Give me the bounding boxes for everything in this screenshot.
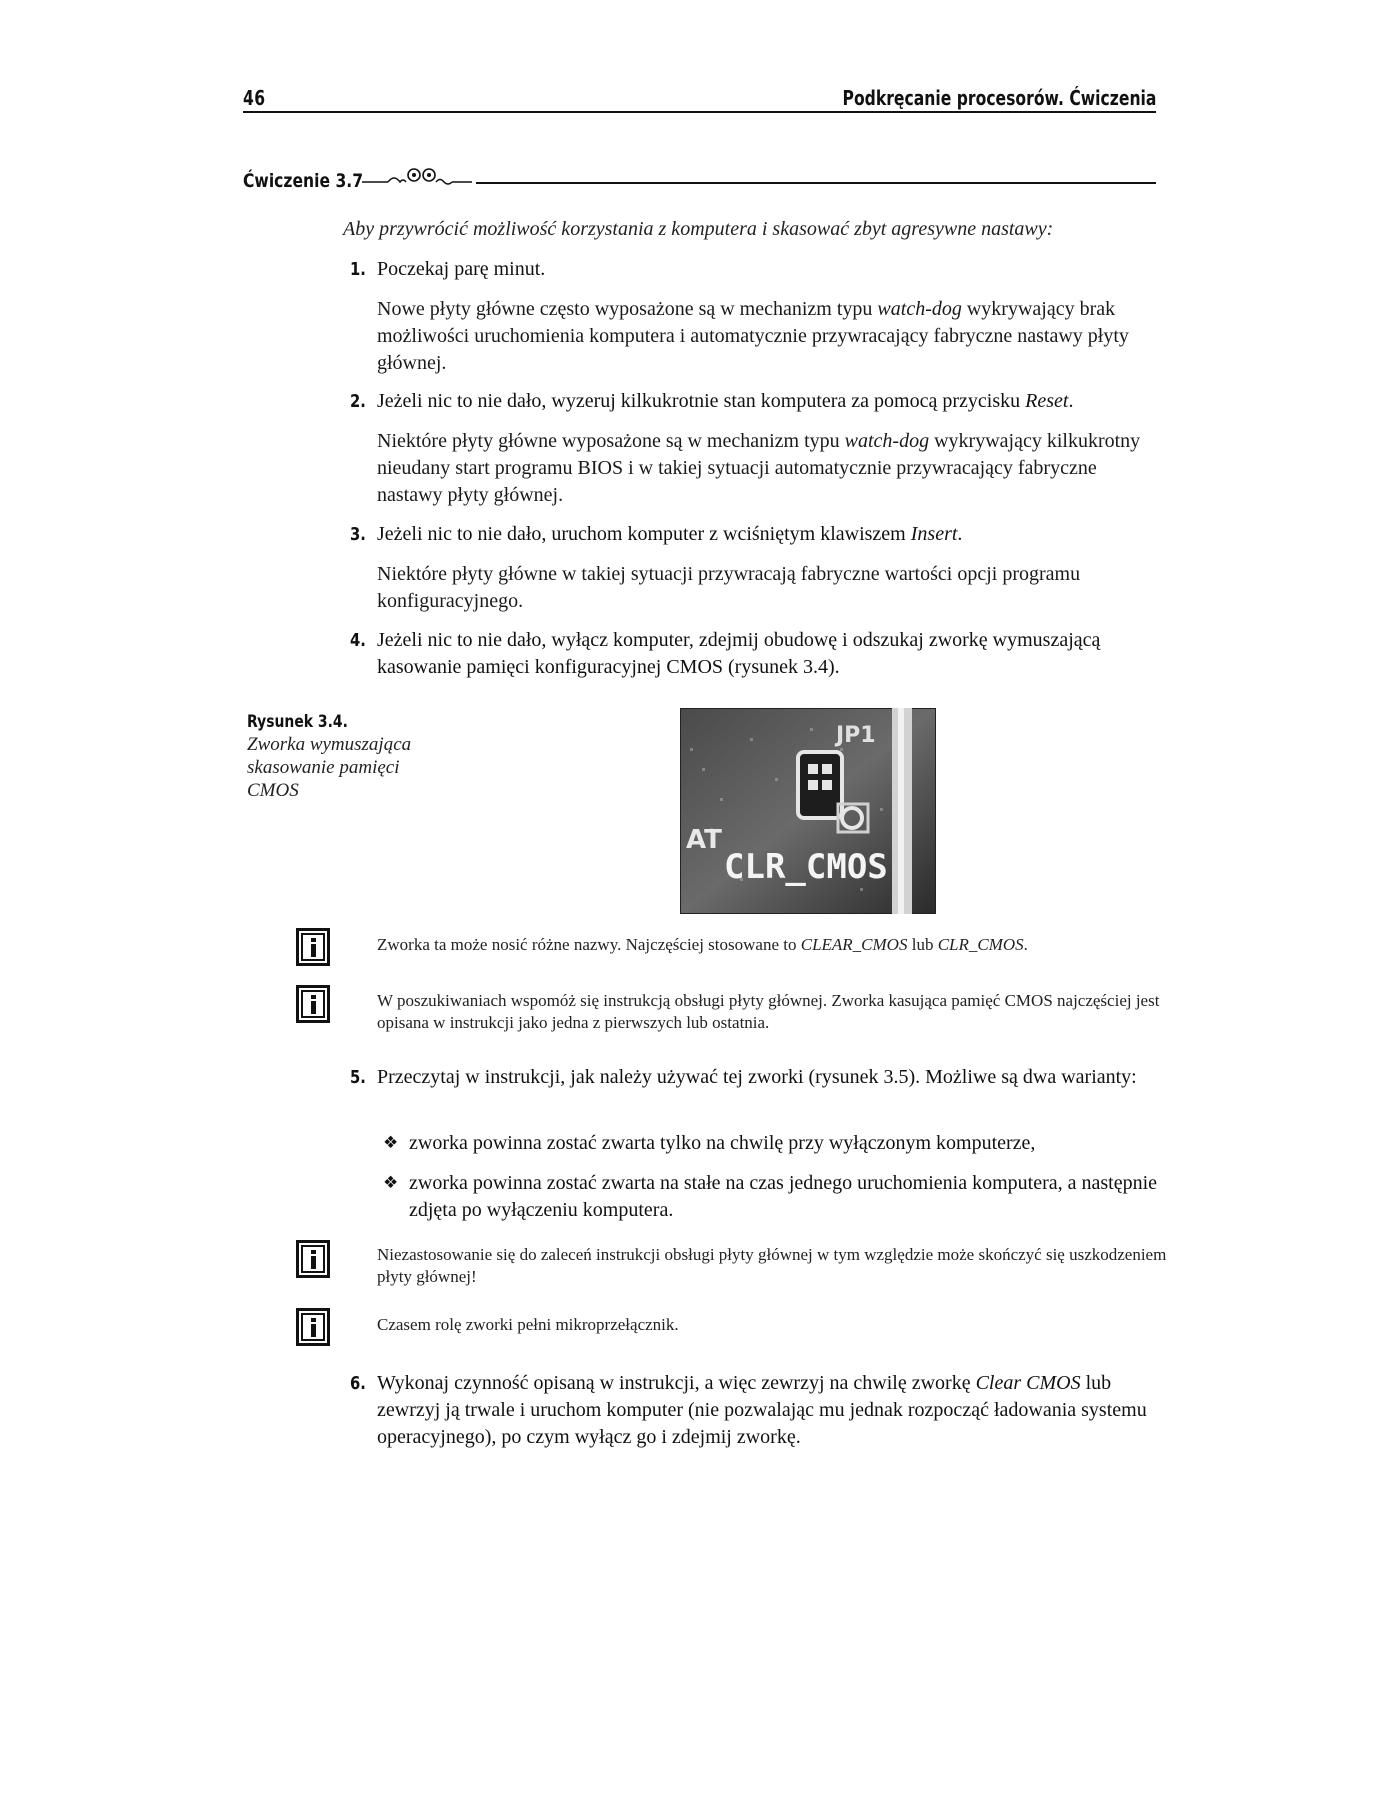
clr-cmos-jumper-photo — [680, 708, 936, 914]
step-number: 4. — [350, 630, 366, 651]
ornament-icon — [362, 166, 472, 188]
note-text: Zworka ta może nosić różne nazwy. Najczęściej stosowane to CLEAR_CMOS lub CLR_CMOS. — [377, 935, 1028, 954]
exercise-label: Ćwiczenie 3.7 — [243, 170, 364, 192]
note-text: Czasem rolę zworki pełni mikroprzełącznik. — [377, 1315, 679, 1334]
exercise-intro: Aby przywrócić możliwość korzystania z komputera i skasować zbyt agresywne nastawy: — [343, 218, 1054, 240]
step-3-explanation: Niektóre płyty główne w takiej sytuacji przywracają fabryczne wartości opcji programu konfiguracyjnego. — [377, 563, 1081, 612]
heading-rule — [476, 182, 1156, 184]
photo-label-left: AT — [686, 825, 722, 855]
diamond-bullet-icon: ❖ — [383, 1133, 399, 1153]
page-number: 46 — [243, 86, 266, 110]
step-text: Jeżeli nic to nie dało, wyzeruj kilkukrotnie stan komputera za pomocą przycisku Reset. — [377, 390, 1074, 412]
info-icon — [296, 985, 330, 1023]
info-icon — [296, 928, 330, 966]
diamond-bullet-icon: ❖ — [383, 1173, 399, 1193]
running-header-title: Podkręcanie procesorów. Ćwiczenia — [842, 86, 1156, 110]
step-text: Jeżeli nic to nie dało, uruchom komputer z wciśniętym klawiszem Insert. — [377, 523, 963, 545]
figure-label: Rysunek 3.4. — [247, 712, 348, 732]
figure-caption: Zworka wymuszająca skasowanie pamięci CMOS — [247, 734, 412, 801]
step-text: Jeżeli nic to nie dało, wyłącz komputer, zdejmij obudowę i odszukaj zworkę wymuszającą kasowanie pamięci konfiguracyjnej CMOS (rysunek 3.4). — [377, 629, 1101, 678]
header-rule — [243, 111, 1156, 113]
step-number: 3. — [350, 524, 366, 545]
bullet-text: zworka powinna zostać zwarta tylko na chwilę przy wyłączonym komputerze, — [409, 1132, 1036, 1154]
step-2-explanation: Niektóre płyty główne wyposażone są w mechanizm typu watch-dog wykrywający kilkukrotny nieudany start programu BIOS i w takiej sytuacji automatycznie przywracający fabryczne nastawy płyty głównej. — [377, 430, 1141, 506]
note-text: Niezastosowanie się do zaleceń instrukcji obsługi płyty głównej w tym względzie może skończyć się uszkodzeniem płyty głównej! — [377, 1245, 1167, 1286]
info-icon — [296, 1240, 330, 1278]
step-number: 6. — [350, 1373, 366, 1394]
bullet-text: zworka powinna zostać zwarta na stałe na czas jednego uruchomienia komputera, a następnie zdjęta po wyłączeniu komputera. — [409, 1172, 1158, 1221]
info-icon — [296, 1308, 330, 1346]
step-number: 1. — [350, 259, 366, 280]
photo-label-clr-cmos: CLR_CMOS — [724, 847, 888, 887]
step-number: 5. — [350, 1067, 366, 1088]
step-number: 2. — [350, 391, 366, 412]
step-text: Poczekaj parę minut. — [377, 258, 546, 280]
step-1-explanation: Nowe płyty główne często wyposażone są w mechanizm typu watch-dog wykrywający brak możliwości uruchomienia komputera i automatycznie przywracający fabryczne nastawy płyty głównej. — [377, 298, 1129, 374]
step-text: Przeczytaj w instrukcji, jak należy używać tej zworki (rysunek 3.5). Możliwe są dwa warianty: — [377, 1066, 1137, 1088]
step-text: Wykonaj czynność opisaną w instrukcji, a więc zewrzyj na chwilę zworkę Clear CMOS lub zewrzyj ją trwale i uruchom komputer (nie pozwalając mu jednak rozpocząć ładowania systemu operacyjnego), po czym wyłącz go i zdejmij zworkę. — [377, 1372, 1147, 1448]
photo-label-top: JP1 — [836, 723, 876, 748]
note-text: W poszukiwaniach wspomóż się instrukcją obsługi płyty głównej. Zworka kasująca pamięć CMOS najczęściej jest opisana w instrukcji jako jedna z pierwszych lub ostatnia. — [377, 991, 1160, 1032]
